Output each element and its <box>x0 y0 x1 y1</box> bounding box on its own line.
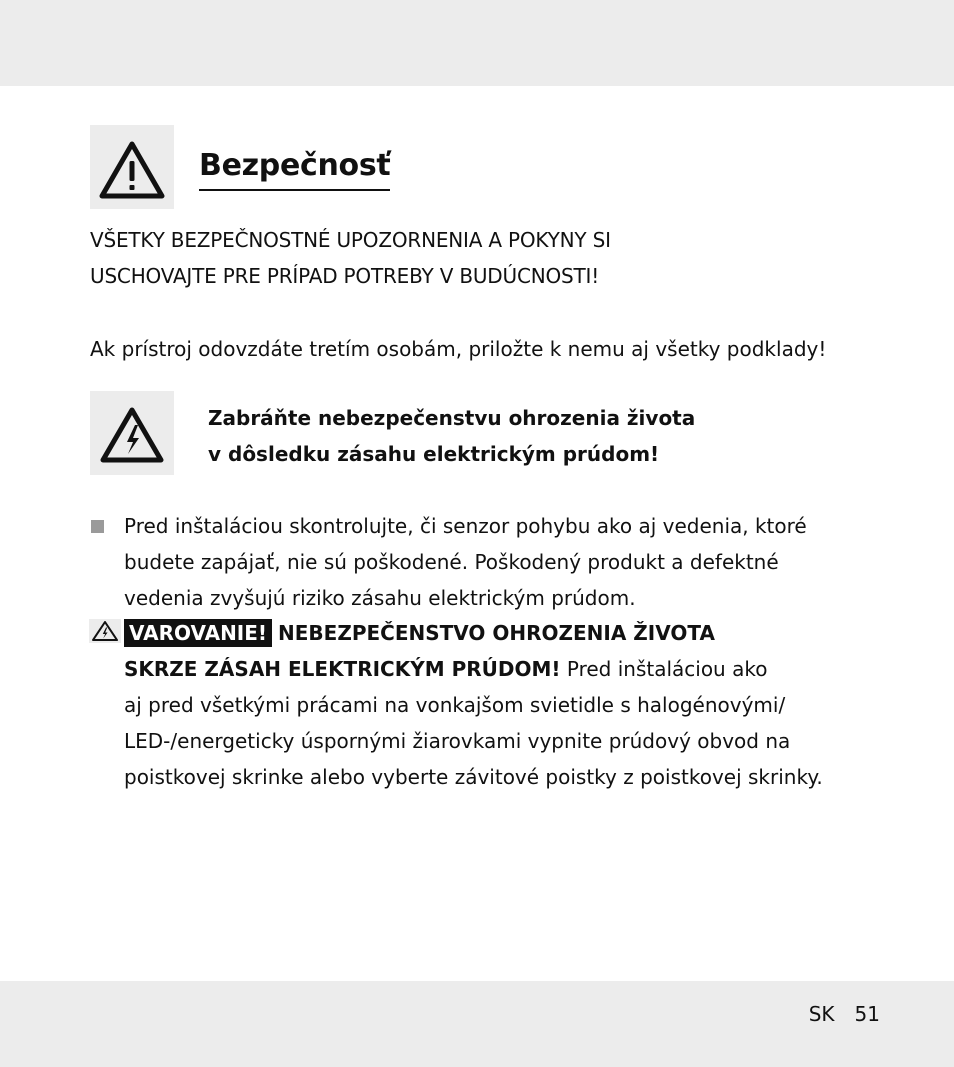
caps-notice-line: USCHOVAJTE PRE PRÍPAD POTREBY V BUDÚCNOSTI! <box>90 264 600 288</box>
header-band <box>0 0 954 86</box>
warning-line <box>124 651 823 687</box>
handover-note: Ak prístroj odovzdáte tretím osobám, priložte k nemu aj všetky podklady! <box>90 337 827 361</box>
page-number: 51 <box>854 1002 880 1026</box>
page-footer <box>809 1000 880 1028</box>
caps-notice <box>90 222 611 294</box>
warning-triangle-icon <box>90 125 174 209</box>
warning-text: Pred inštaláciou ako <box>560 657 768 681</box>
bullet-line: Pred inštaláciou skontrolujte, či senzor pohybu ako aj vedenia, ktoré <box>124 514 807 538</box>
warning-paragraph <box>124 615 823 795</box>
shock-warning-line: Zabráňte nebezpečenstvu ohrozenia života <box>208 406 696 430</box>
bullet-line: vedenia zvyšujú riziko zásahu elektrickým prúdom. <box>124 586 636 610</box>
caps-notice-line: VŠETKY BEZPEČNOSTNÉ UPOZORNENIA A POKYNY SI <box>90 228 611 252</box>
warning-badge: VAROVANIE! <box>124 619 272 647</box>
bullet-square-icon <box>91 520 104 533</box>
shock-warning-heading <box>208 400 695 472</box>
page-title: Bezpečnosť <box>199 148 390 191</box>
warning-line: aj pred všetkými prácami na vonkajšom svietidle s halogénovými/ <box>124 693 786 717</box>
warning-line: LED-/energeticky úspornými žiarovkami vypnite prúdový obvod na <box>124 729 791 753</box>
electric-shock-warning-icon <box>89 619 121 643</box>
warning-bold-text: NEBEZPEČENSTVO OHROZENIA ŽIVOTA <box>278 621 715 645</box>
warning-bold-text: SKRZE ZÁSAH ELEKTRICKÝM PRÚDOM! <box>124 657 561 681</box>
warning-line <box>124 615 823 651</box>
bullet-line: budete zapájať, nie sú poškodené. Poškodený produkt a defektné <box>124 550 779 574</box>
language-code: SK <box>808 1002 835 1026</box>
electric-shock-warning-icon <box>90 391 174 475</box>
bullet-paragraph <box>124 508 807 616</box>
warning-line: poistkovej skrinke alebo vyberte závitové poistky z poistkovej skrinky. <box>124 765 823 789</box>
shock-warning-line: v dôsledku zásahu elektrickým prúdom! <box>208 442 660 466</box>
